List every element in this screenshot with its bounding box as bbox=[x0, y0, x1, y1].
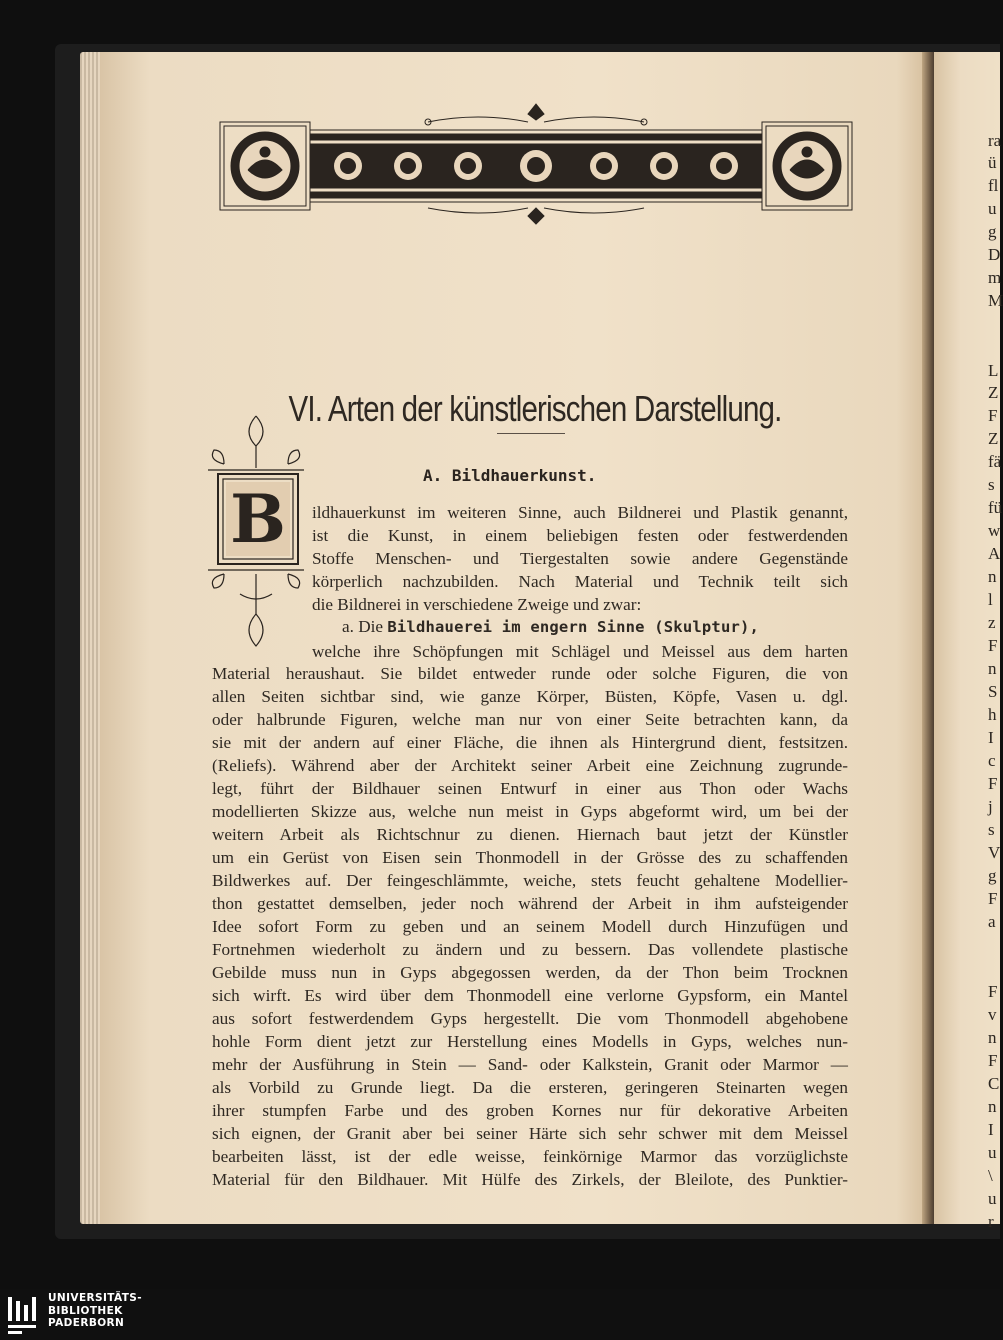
facing-page-fragment: z bbox=[988, 613, 996, 632]
text-line: bearbeiten lässt, ist der edle weisse, feinkörnige Marmor das vorzüglichste bbox=[212, 1147, 848, 1166]
text-line: ihrer stumpfen Farbe und des groben Kornes nur für dekorative Arbeiten bbox=[212, 1101, 848, 1120]
facing-page-fragment: l bbox=[988, 590, 993, 609]
text-line: modellierten Skizze aus, welche nun meist in Gyps abgeformt wird, um bei der bbox=[212, 802, 848, 821]
text-line: Material heraushaut. Sie bildet entweder runde oder solche Figuren, die von bbox=[212, 664, 848, 683]
facing-page-fragment: \ bbox=[988, 1166, 993, 1185]
text-line: Fortnehmen wiederholt zu ändern und zu bessern. Das vollendete plastische bbox=[212, 940, 848, 959]
chapter-title: VI. Arten der künstlerischen Darstellung. bbox=[288, 388, 782, 429]
text-line: Material für den Bildhauer. Mit Hülfe des Zirkels, der Bleilote, des Punktier- bbox=[212, 1170, 848, 1189]
facing-page-fragment: F bbox=[988, 636, 998, 655]
facing-page-fragment: Z bbox=[988, 429, 999, 448]
text-line: mehr der Ausführung in Stein — Sand- oder Kalkstein, Granit oder Marmor — bbox=[212, 1055, 848, 1074]
section-heading: A. Bildhauerkunst. bbox=[423, 466, 597, 485]
text-line: Stoffe Menschen- und Tiergestalten sowie andere Gegenstände bbox=[312, 549, 848, 568]
text-line: sie mit der andern auf einer Fläche, die ihnen als Hintergrund dient, festsitzen. bbox=[212, 733, 848, 752]
text-line: oder halbrunde Figuren, welche man nur von einer Seite betrachten kann, da bbox=[212, 710, 848, 729]
text-line: Gebilde muss nun in Gyps abgegossen werden, da der Thon beim Trocknen bbox=[212, 963, 848, 982]
facing-page-fragment: r bbox=[988, 1212, 994, 1231]
facing-page-fragment: w bbox=[988, 521, 1001, 540]
library-line-1: UNIVERSITÄTS- bbox=[48, 1292, 143, 1304]
facing-page-fragment: fü bbox=[988, 498, 1003, 517]
text-line: sich eignen, der Granit aber bei seiner Härte sich sehr schwer mit dem Meissel bbox=[212, 1124, 848, 1143]
item-a-line bbox=[342, 617, 848, 637]
library-line-3: PADERBORN bbox=[48, 1317, 125, 1329]
item-a-bold: Bildhauerei im engern Sinne (Skulptur), bbox=[387, 618, 760, 636]
text-line: legt, führt der Bildhauer seinen Entwurf in einer aus Thon oder Wachs bbox=[212, 779, 848, 798]
text-line: Idee sofort Form zu geben und an seinem Modell durch Hinzufügen und bbox=[212, 917, 848, 936]
library-name bbox=[48, 1292, 142, 1330]
facing-page-fragment: D bbox=[988, 245, 1001, 264]
facing-page-fragment: ra bbox=[988, 131, 1002, 150]
text-line: als Vorbild zu Grunde liegt. Da die ersteren, geringeren Steinarten wegen bbox=[212, 1078, 848, 1097]
text-line: weitern Arbeit als Richtschnur zu dienen. Hiernach baut jetzt der Künstler bbox=[212, 825, 848, 844]
facing-page-fragment: n bbox=[988, 1028, 997, 1047]
facing-page-fragment: u bbox=[988, 1189, 997, 1208]
facing-page-fragment: u bbox=[988, 1143, 997, 1162]
text-line: thon gestattet demselben, jeder noch während der Arbeit in ihm aufsteigender bbox=[212, 894, 848, 913]
facing-page-fragment: fl bbox=[988, 176, 999, 195]
text-line: (Reliefs). Während aber der Architekt seiner Arbeit eine Zeichnung zugrunde- bbox=[212, 756, 848, 775]
text-line: allen Seiten sichtbar sind, wie ganze Körper, Büsten, Köpfe, Vasen u. dgl. bbox=[212, 687, 848, 706]
facing-page-fragment: Z bbox=[988, 383, 999, 402]
footer-bar bbox=[0, 1289, 1000, 1340]
facing-page-fragment: F bbox=[988, 889, 998, 908]
facing-page-fragment: F bbox=[988, 1051, 998, 1070]
facing-page-fragment: C bbox=[988, 1074, 1000, 1093]
facing-page-fragment: I bbox=[988, 728, 994, 747]
library-line-2: BIBLIOTHEK bbox=[48, 1304, 123, 1317]
facing-page-fragment: S bbox=[988, 682, 998, 701]
text-line: hohle Form dient jetzt zur Herstellung eines Modells in Gyps, welches nun- bbox=[212, 1032, 848, 1051]
facing-page-fragment: fä bbox=[988, 452, 1002, 471]
facing-page-fragment: F bbox=[988, 774, 998, 793]
facing-page-fragment: F bbox=[988, 982, 998, 1001]
facing-page-fragment: a bbox=[988, 912, 996, 931]
facing-page-fragment: u bbox=[988, 199, 997, 218]
facing-page-fragment: g bbox=[988, 866, 997, 885]
text-line: welche ihre Schöpfungen mit Schlägel und Meissel aus dem harten bbox=[312, 642, 848, 661]
initial-letter: B bbox=[230, 480, 286, 558]
facing-page-fragment: h bbox=[988, 705, 997, 724]
text-line: aus sofort festwerdendem Gyps hergestellt. Die vom Thonmodell abgehobene bbox=[212, 1009, 848, 1028]
facing-page-fragment: n bbox=[988, 659, 997, 678]
facing-page-fragment: A bbox=[988, 544, 1001, 563]
text-line: körperlich nachzubilden. Nach Material und Technik teilt sich bbox=[312, 572, 848, 591]
facing-page-fragment: s bbox=[988, 820, 995, 839]
library-logo-icon bbox=[6, 1295, 42, 1335]
facing-page-fragment: v bbox=[988, 1005, 997, 1024]
facing-page-fragment: j bbox=[988, 797, 993, 816]
text-line: die Bildnerei in verschiedene Zweige und zwar: bbox=[312, 595, 642, 614]
facing-page-fragment: L bbox=[988, 361, 999, 380]
facing-page-fragment: ü bbox=[988, 153, 997, 172]
facing-page-fragment: V bbox=[988, 843, 1001, 862]
facing-page-fragment: M bbox=[988, 291, 1003, 310]
text-line: ist die Kunst, in einem beliebigen festen oder festwerdenden bbox=[312, 526, 848, 545]
text-line: sich wirft. Es wird über dem Thonmodell eine verlorne Gypsform, ein Mantel bbox=[212, 986, 848, 1005]
text-line: um ein Gerüst von Eisen sein Thonmodell in der Grösse des zu schaffenden bbox=[212, 848, 848, 867]
text-line: ildhauerkunst im weiteren Sinne, auch Bildnerei und Plastik genannt, bbox=[312, 503, 848, 522]
facing-page-fragment: c bbox=[988, 751, 996, 770]
facing-page-fragment: n bbox=[988, 1097, 997, 1116]
facing-page-fragment: g bbox=[988, 222, 997, 241]
facing-page-fragment: m bbox=[988, 268, 1002, 287]
text-line: Bildwerkes auf. Der feingeschlämmte, weiche, stets feucht gehaltene Modellier- bbox=[212, 871, 848, 890]
facing-page-fragment: s bbox=[988, 475, 995, 494]
item-a-prefix: a. Die bbox=[342, 617, 384, 636]
facing-page-fragment: n bbox=[988, 567, 997, 586]
facing-page-fragment: I bbox=[988, 1120, 994, 1139]
facing-page-fragment: F bbox=[988, 406, 998, 425]
